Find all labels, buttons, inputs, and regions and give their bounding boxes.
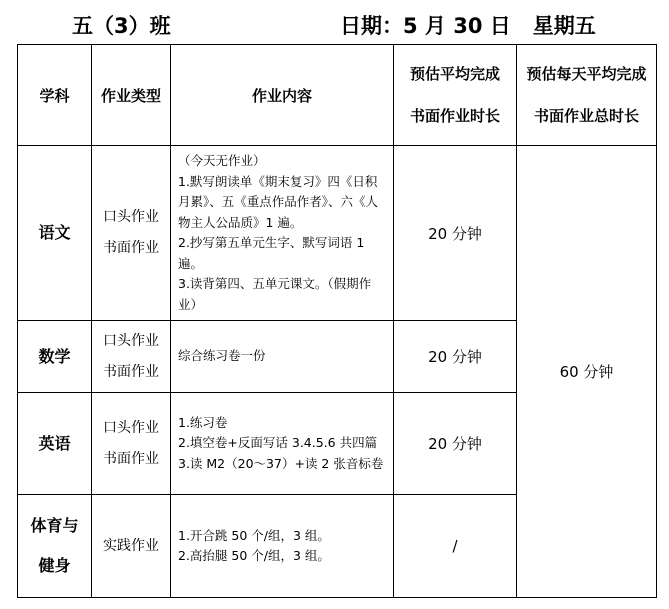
type-label: 实践作业 bbox=[103, 537, 159, 554]
time-cell: 20 分钟 bbox=[394, 393, 517, 495]
col-header-avg-time-line2: 书面作业时长 bbox=[409, 107, 500, 125]
subject-cell: 英语 bbox=[18, 393, 92, 495]
table-row bbox=[18, 146, 657, 321]
col-header-total-time-line1: 预估每天平均完成 bbox=[526, 65, 647, 83]
type-cell bbox=[92, 495, 171, 598]
time-cell: 20 分钟 bbox=[394, 321, 517, 393]
col-header-avg-time bbox=[394, 45, 517, 146]
table-header-row bbox=[18, 45, 657, 146]
type-cell bbox=[92, 321, 171, 393]
col-header-content: 作业内容 bbox=[171, 45, 394, 146]
content-cell bbox=[171, 393, 394, 495]
subject-line: 体育与 bbox=[30, 516, 79, 535]
content-line: 3.读 M2（20～37）+读 2 张音标卷 bbox=[178, 455, 384, 471]
type-label: 口头作业 bbox=[103, 332, 159, 349]
time-cell: 20 分钟 bbox=[394, 146, 517, 321]
weekday: 星期五 bbox=[532, 14, 596, 38]
content-line: 2.填空卷+反面写话 3.4.5.6 共四篇 bbox=[178, 435, 378, 451]
content-line: 3.读背第四、五单元课文。（假期作业） bbox=[178, 276, 372, 312]
content-line: 1.开合跳 50 个/组，3 组。 bbox=[178, 527, 330, 543]
col-header-total-time-line2: 书面作业总时长 bbox=[533, 107, 639, 125]
col-header-total-time bbox=[517, 45, 657, 146]
content-cell bbox=[171, 495, 394, 598]
page-header bbox=[0, 8, 669, 42]
type-label: 书面作业 bbox=[103, 363, 159, 380]
content-line: 1.默写朗读单《期末复习》四《日积月累》、五《重点作品作者》、六《人物主人公品质》1 遍。 bbox=[178, 173, 379, 230]
type-label: 书面作业 bbox=[103, 450, 159, 467]
time-cell: / bbox=[394, 495, 517, 598]
class-name: 五（3）班 bbox=[72, 14, 171, 38]
type-cell bbox=[92, 393, 171, 495]
col-header-type: 作业类型 bbox=[92, 45, 171, 146]
subject-line: 健身 bbox=[38, 556, 71, 575]
type-label: 口头作业 bbox=[103, 419, 159, 436]
date: 日期：5 月 30 日 bbox=[340, 14, 511, 38]
content-cell bbox=[171, 146, 394, 321]
date-line bbox=[340, 10, 596, 40]
homework-table bbox=[17, 44, 657, 598]
col-header-avg-time-line1: 预估平均完成 bbox=[409, 65, 500, 83]
content-line: 1.练习卷 bbox=[178, 414, 228, 430]
content-line: （今天无作业） bbox=[178, 153, 266, 168]
content-line: 综合练习卷一份 bbox=[178, 348, 266, 364]
content-line: 2.高抬腿 50 个/组，3 组。 bbox=[178, 548, 330, 563]
type-cell bbox=[92, 146, 171, 321]
subject-cell: 数学 bbox=[18, 321, 92, 393]
type-label: 书面作业 bbox=[103, 240, 159, 256]
content-cell bbox=[171, 321, 394, 393]
type-label: 口头作业 bbox=[103, 209, 159, 225]
subject-cell: 语文 bbox=[18, 146, 92, 321]
col-header-subject: 学科 bbox=[18, 45, 92, 146]
content-line: 2.抄写第五单元生字、默写词语 1 遍。 bbox=[178, 235, 365, 271]
total-time-cell: 60 分钟 bbox=[517, 146, 657, 598]
subject-cell bbox=[18, 495, 92, 598]
